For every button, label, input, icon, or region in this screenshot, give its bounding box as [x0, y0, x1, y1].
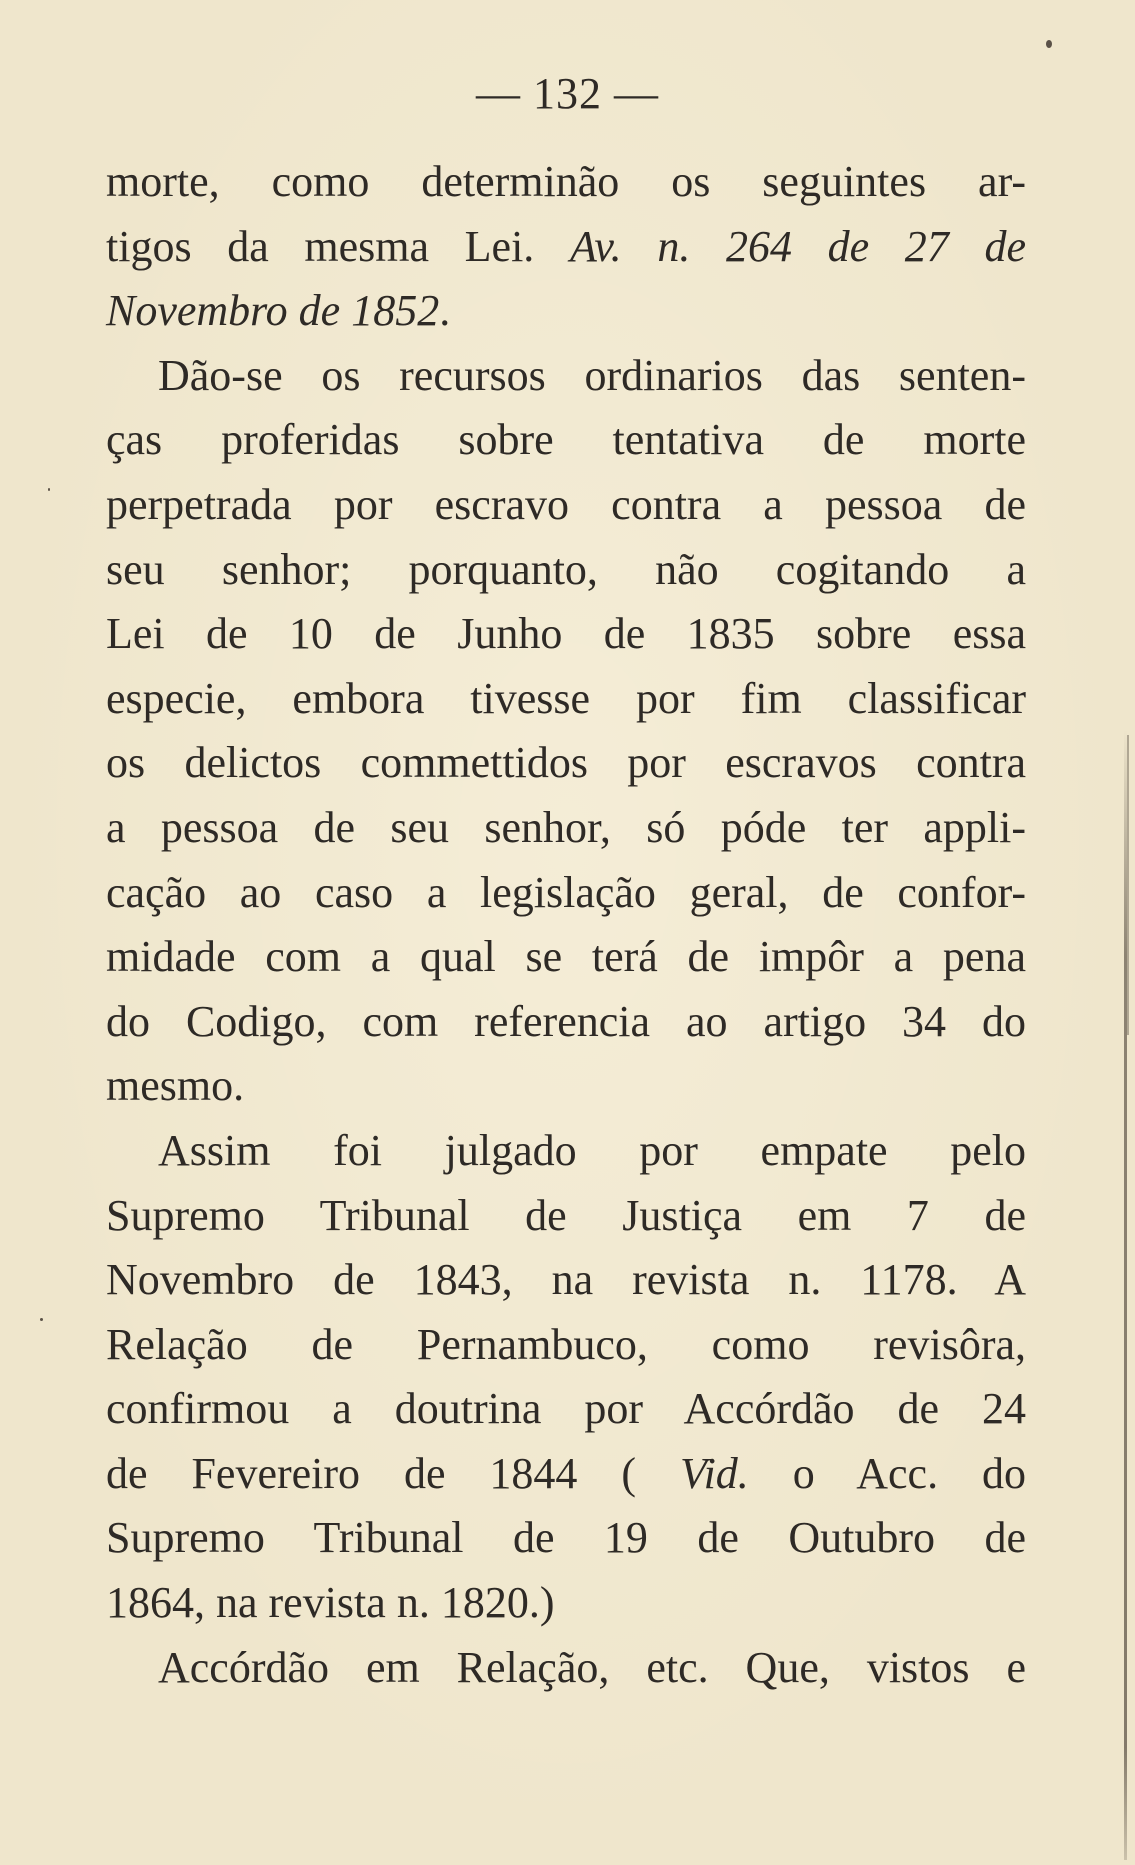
- text-line: 1864, na revista n. 1820.): [106, 1578, 555, 1628]
- text-line: especie, embora tivesse por fim classificar: [106, 673, 1026, 723]
- text-line: do Codigo, com referencia ao artigo 34 do: [106, 996, 1026, 1046]
- text-line: os delictos commettidos por escravos contra: [106, 738, 1026, 788]
- text-line: ças proferidas sobre tentativa de morte: [106, 415, 1026, 465]
- text-line: midade com a qual se terá de impôr a pena: [106, 932, 1026, 982]
- text-line: Novembro de 1843, na revista n. 1178. A: [106, 1255, 1026, 1305]
- text-line: seu senhor; porquanto, não cogitando a: [106, 544, 1026, 594]
- text-line: Supremo Tribunal de Justiça em 7 de: [106, 1190, 1026, 1240]
- text-line: cação ao caso a legislação geral, de confor-: [106, 867, 1026, 917]
- text-line: Novembro de 1852.: [106, 286, 451, 336]
- text-line: a pessoa de seu senhor, só póde ter appli-: [106, 802, 1026, 852]
- body-text: [106, 150, 1026, 1700]
- text-line: Supremo Tribunal de 19 de Outubro de: [106, 1513, 1026, 1563]
- ink-speck: [48, 488, 50, 491]
- text-line: de Fevereiro de 1844 ( Vid. o Acc. do: [106, 1448, 1026, 1498]
- page-number: — 132 —: [476, 69, 659, 118]
- text-line: Assim foi julgado por empate pelo: [158, 1125, 1026, 1175]
- text-line: Lei de 10 de Junho de 1835 sobre essa: [106, 609, 1026, 659]
- text-line: mesmo.: [106, 1061, 245, 1111]
- text-line: Accórdão em Relação, etc. Que, vistos e: [158, 1642, 1026, 1692]
- text-line: Relação de Pernambuco, como revisôra,: [106, 1319, 1026, 1369]
- text-line: confirmou a doutrina por Accórdão de 24: [106, 1384, 1026, 1434]
- page-edge-shadow-secondary: [1127, 735, 1129, 1035]
- text-line: perpetrada por escravo contra a pessoa de: [106, 479, 1026, 529]
- ink-speck: [1046, 40, 1052, 48]
- text-line: morte, como determinão os seguintes ar-: [106, 157, 1026, 206]
- ink-speck: [40, 1318, 43, 1321]
- text-line: Dão-se os recursos ordinarios das senten-: [158, 350, 1026, 400]
- text-line: tigos da mesma Lei. Av. n. 264 de 27 de: [106, 221, 1026, 271]
